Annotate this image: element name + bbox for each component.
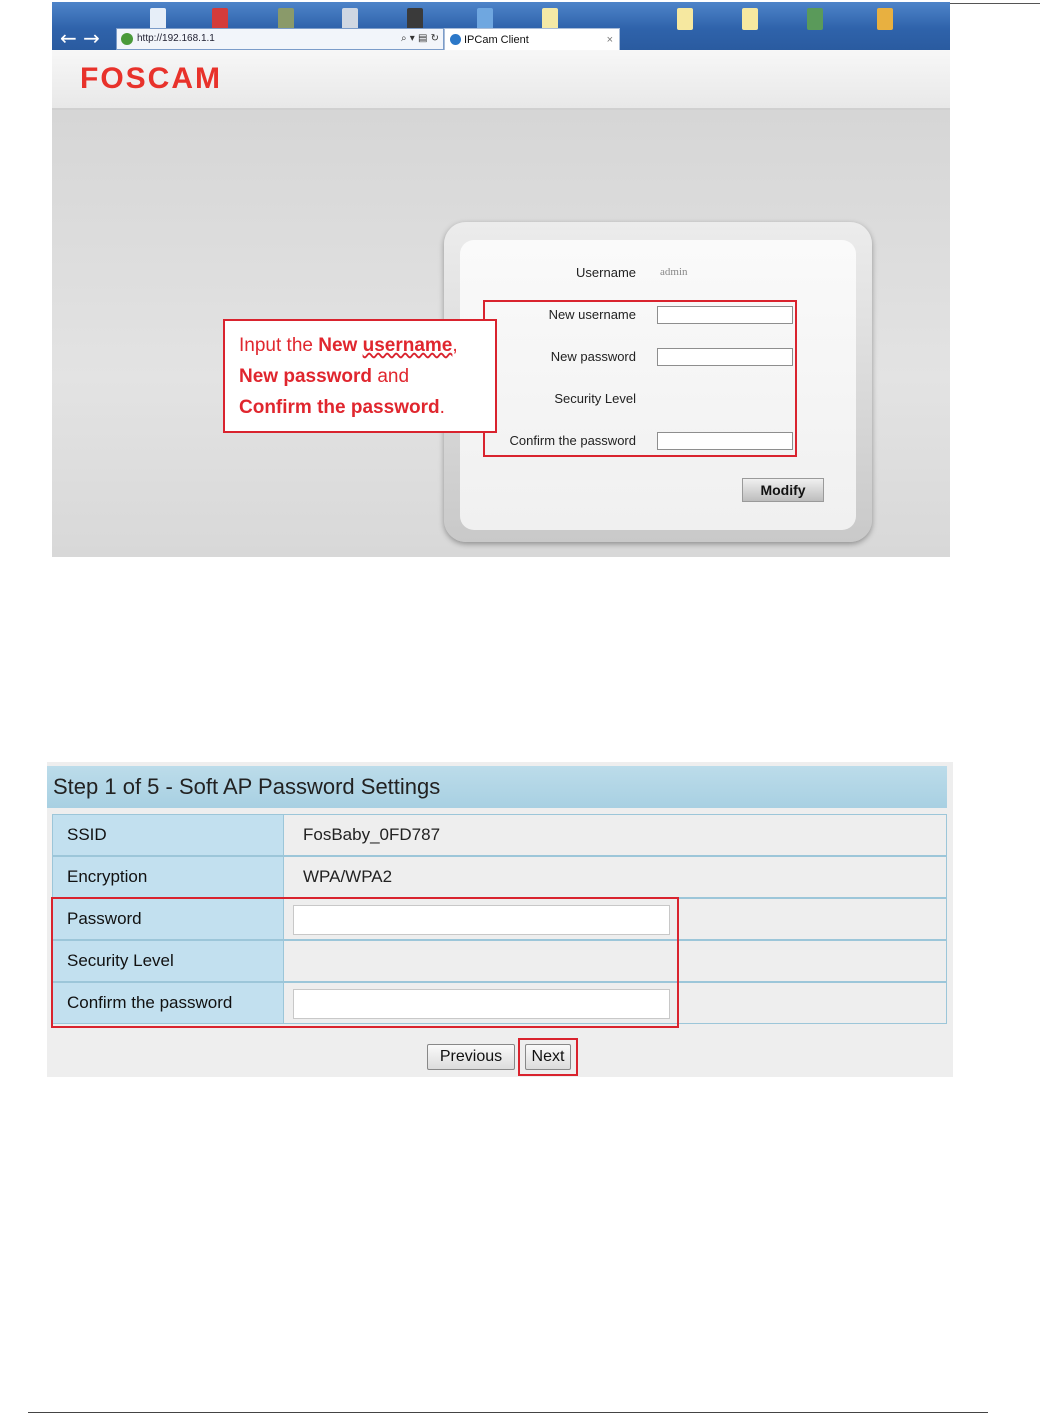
callout-text: and <box>372 366 410 387</box>
desktop-icon <box>278 8 294 30</box>
ssid-label: SSID <box>53 815 284 855</box>
table-row <box>52 814 947 856</box>
callout-line-2 <box>239 361 495 392</box>
wizard-title: Step 1 of 5 - Soft AP Password Settings <box>47 766 947 808</box>
callout-line-3 <box>239 392 495 423</box>
desktop-icon <box>150 8 166 30</box>
highlight-box <box>483 300 797 457</box>
browser-toolbar <box>52 2 950 50</box>
back-forward-icon[interactable]: ← → <box>60 26 100 50</box>
callout-line-1 <box>239 330 495 361</box>
address-bar[interactable] <box>116 28 444 50</box>
security-level-label: Security Level <box>554 391 636 406</box>
desktop-icon <box>742 8 758 30</box>
previous-button[interactable]: Previous <box>427 1044 515 1070</box>
callout-bold-text: New password <box>239 366 373 387</box>
confirm-password-label: Confirm the password <box>53 983 284 1023</box>
callout-bold-text: username <box>362 335 453 356</box>
tab-title: IPCam Client <box>464 34 529 46</box>
table-row <box>52 856 947 898</box>
desktop-icon <box>407 8 423 30</box>
instruction-callout <box>223 319 497 433</box>
address-text: http://192.168.1.1 <box>137 33 215 44</box>
next-highlight-box <box>518 1038 578 1076</box>
username-value: admin <box>660 266 688 278</box>
callout-text: Input the <box>239 335 319 356</box>
new-username-label: New username <box>548 307 636 322</box>
softap-wizard-screenshot <box>47 762 953 1077</box>
callout-text: . <box>439 397 445 418</box>
new-password-label: New password <box>550 349 636 364</box>
desktop-icon <box>477 8 493 30</box>
page-icon <box>121 33 133 45</box>
highlight-box <box>51 897 679 1028</box>
desktop-icon <box>877 8 893 30</box>
close-icon[interactable]: × <box>606 34 613 46</box>
callout-text: , <box>452 335 458 356</box>
callout-bold-text: New <box>318 335 363 356</box>
desktop-icon <box>677 8 693 30</box>
browser-tab[interactable] <box>444 28 620 52</box>
next-button[interactable]: Next <box>525 1044 571 1070</box>
ie-icon <box>450 34 461 45</box>
modify-button[interactable]: Modify <box>742 478 824 502</box>
confirm-password-label: Confirm the password <box>509 433 636 448</box>
desktop-icon <box>342 8 358 30</box>
encryption-value: WPA/WPA2 <box>303 867 393 886</box>
security-level-label: Security Level <box>53 941 284 981</box>
page-bottom-rule <box>28 1412 988 1413</box>
address-tools-icon[interactable]: ⌕ ▾ ▤ ↻ <box>401 33 439 44</box>
desktop-icon <box>212 8 228 30</box>
desktop-icon <box>542 8 558 30</box>
desktop-icon <box>807 8 823 30</box>
foscam-logo: FOSCAM <box>80 62 222 95</box>
username-label: Username <box>576 265 636 280</box>
callout-bold-text: Confirm the password <box>239 397 440 418</box>
encryption-label: Encryption <box>53 857 284 897</box>
ssid-value: FosBaby_0FD787 <box>303 825 441 844</box>
password-label: Password <box>53 899 284 939</box>
